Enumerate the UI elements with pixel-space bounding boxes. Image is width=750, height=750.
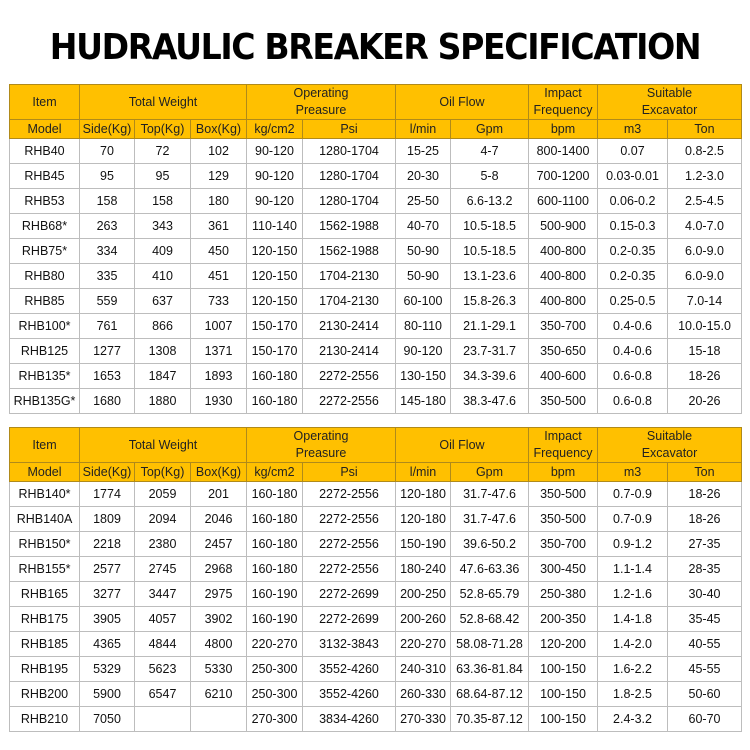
cell-ton: 45-55 [668, 657, 742, 682]
cell-bpm: 700-1200 [529, 164, 598, 189]
table-row [10, 289, 742, 314]
cell-bpm: 350-500 [529, 482, 598, 507]
cell-box-kg: 102 [191, 139, 247, 164]
cell-l-min: 260-330 [396, 682, 451, 707]
cell-l-min: 80-110 [396, 314, 451, 339]
cell-l-min: 15-25 [396, 139, 451, 164]
cell-side-kg: 334 [80, 239, 135, 264]
cell-model: RHB40 [10, 139, 80, 164]
cell-kg-cm2: 160-190 [247, 582, 303, 607]
cell-top-kg: 343 [135, 214, 191, 239]
cell-box-kg: 2046 [191, 507, 247, 532]
subheader-kg-cm2: kg/cm2 [247, 120, 303, 139]
cell-side-kg: 1653 [80, 364, 135, 389]
cell-gpm: 52.8-65.79 [451, 582, 529, 607]
cell-psi: 1704-2130 [303, 264, 396, 289]
cell-box-kg: 1007 [191, 314, 247, 339]
header-oil-flow: Oil Flow [396, 428, 529, 463]
cell-psi: 1562-1988 [303, 239, 396, 264]
cell-m3: 0.4-0.6 [598, 339, 668, 364]
subheader-l-min: l/min [396, 120, 451, 139]
cell-model: RHB200 [10, 682, 80, 707]
cell-ton: 28-35 [668, 557, 742, 582]
cell-kg-cm2: 160-190 [247, 607, 303, 632]
cell-gpm: 34.3-39.6 [451, 364, 529, 389]
cell-gpm: 4-7 [451, 139, 529, 164]
cell-gpm: 70.35-87.12 [451, 707, 529, 732]
cell-top-kg: 1308 [135, 339, 191, 364]
cell-bpm: 200-350 [529, 607, 598, 632]
cell-ton: 60-70 [668, 707, 742, 732]
spec-table-1 [9, 84, 742, 414]
subheader-model: Model [10, 463, 80, 482]
subheader-bpm: bpm [529, 463, 598, 482]
table-row [10, 657, 742, 682]
header-total-weight: Total Weight [80, 85, 247, 120]
table-row [10, 264, 742, 289]
cell-bpm: 100-150 [529, 657, 598, 682]
table-body [10, 482, 742, 732]
cell-l-min: 120-180 [396, 482, 451, 507]
cell-bpm: 350-500 [529, 507, 598, 532]
cell-box-kg: 2975 [191, 582, 247, 607]
cell-m3: 0.2-0.35 [598, 239, 668, 264]
cell-side-kg: 1809 [80, 507, 135, 532]
cell-m3: 0.4-0.6 [598, 314, 668, 339]
cell-side-kg: 1774 [80, 482, 135, 507]
cell-bpm: 350-500 [529, 389, 598, 414]
cell-bpm: 120-200 [529, 632, 598, 657]
cell-l-min: 120-180 [396, 507, 451, 532]
cell-l-min: 50-90 [396, 239, 451, 264]
subheader-psi: Psi [303, 120, 396, 139]
cell-kg-cm2: 120-150 [247, 239, 303, 264]
cell-side-kg: 1680 [80, 389, 135, 414]
cell-m3: 1.4-1.8 [598, 607, 668, 632]
cell-box-kg: 6210 [191, 682, 247, 707]
cell-ton: 27-35 [668, 532, 742, 557]
header-suitable-excavator: Suitable Excavator [598, 428, 742, 463]
cell-box-kg: 3902 [191, 607, 247, 632]
cell-psi: 3834-4260 [303, 707, 396, 732]
cell-box-kg: 5330 [191, 657, 247, 682]
subheader-row [10, 120, 742, 139]
cell-kg-cm2: 160-180 [247, 557, 303, 582]
table-row [10, 532, 742, 557]
cell-psi: 1704-2130 [303, 289, 396, 314]
cell-top-kg: 410 [135, 264, 191, 289]
cell-side-kg: 95 [80, 164, 135, 189]
cell-psi: 2272-2699 [303, 582, 396, 607]
cell-top-kg: 158 [135, 189, 191, 214]
cell-top-kg [135, 707, 191, 732]
cell-kg-cm2: 110-140 [247, 214, 303, 239]
cell-box-kg: 450 [191, 239, 247, 264]
cell-m3: 2.4-3.2 [598, 707, 668, 732]
cell-psi: 3552-4260 [303, 682, 396, 707]
cell-top-kg: 5623 [135, 657, 191, 682]
cell-kg-cm2: 150-170 [247, 339, 303, 364]
cell-bpm: 100-150 [529, 707, 598, 732]
cell-gpm: 63.36-81.84 [451, 657, 529, 682]
cell-bpm: 400-800 [529, 239, 598, 264]
cell-psi: 1280-1704 [303, 164, 396, 189]
cell-side-kg: 761 [80, 314, 135, 339]
cell-box-kg: 2457 [191, 532, 247, 557]
cell-m3: 0.7-0.9 [598, 482, 668, 507]
cell-psi: 3132-3843 [303, 632, 396, 657]
cell-gpm: 31.7-47.6 [451, 507, 529, 532]
header-oil-flow: Oil Flow [396, 85, 529, 120]
cell-ton: 35-45 [668, 607, 742, 632]
table-row [10, 189, 742, 214]
cell-gpm: 31.7-47.6 [451, 482, 529, 507]
cell-model: RHB150* [10, 532, 80, 557]
cell-top-kg: 2094 [135, 507, 191, 532]
cell-side-kg: 1277 [80, 339, 135, 364]
cell-m3: 0.7-0.9 [598, 507, 668, 532]
cell-psi: 2272-2556 [303, 532, 396, 557]
cell-gpm: 10.5-18.5 [451, 239, 529, 264]
cell-box-kg [191, 707, 247, 732]
cell-side-kg: 5329 [80, 657, 135, 682]
cell-box-kg: 1893 [191, 364, 247, 389]
cell-ton: 4.0-7.0 [668, 214, 742, 239]
cell-model: RHB155* [10, 557, 80, 582]
cell-ton: 18-26 [668, 482, 742, 507]
cell-ton: 40-55 [668, 632, 742, 657]
subheader-top-kg: Top(Kg) [135, 463, 191, 482]
cell-ton: 18-26 [668, 364, 742, 389]
cell-kg-cm2: 160-180 [247, 482, 303, 507]
table-row [10, 507, 742, 532]
cell-box-kg: 361 [191, 214, 247, 239]
subheader-l-min: l/min [396, 463, 451, 482]
cell-model: RHB68* [10, 214, 80, 239]
table-row [10, 557, 742, 582]
cell-model: RHB85 [10, 289, 80, 314]
cell-model: RHB135G* [10, 389, 80, 414]
cell-bpm: 350-650 [529, 339, 598, 364]
cell-kg-cm2: 150-170 [247, 314, 303, 339]
cell-ton: 0.8-2.5 [668, 139, 742, 164]
cell-psi: 2272-2556 [303, 557, 396, 582]
cell-box-kg: 129 [191, 164, 247, 189]
cell-model: RHB210 [10, 707, 80, 732]
cell-l-min: 20-30 [396, 164, 451, 189]
cell-l-min: 60-100 [396, 289, 451, 314]
cell-gpm: 52.8-68.42 [451, 607, 529, 632]
table-row [10, 164, 742, 189]
subheader-m3: m3 [598, 463, 668, 482]
cell-kg-cm2: 90-120 [247, 164, 303, 189]
cell-side-kg: 158 [80, 189, 135, 214]
cell-model: RHB165 [10, 582, 80, 607]
cell-psi: 2130-2414 [303, 339, 396, 364]
cell-top-kg: 637 [135, 289, 191, 314]
cell-bpm: 100-150 [529, 682, 598, 707]
cell-top-kg: 6547 [135, 682, 191, 707]
cell-psi: 2272-2556 [303, 482, 396, 507]
table-row [10, 314, 742, 339]
cell-ton: 30-40 [668, 582, 742, 607]
header-item: Item [10, 428, 80, 463]
cell-top-kg: 3447 [135, 582, 191, 607]
cell-psi: 1280-1704 [303, 139, 396, 164]
cell-box-kg: 4800 [191, 632, 247, 657]
cell-model: RHB75* [10, 239, 80, 264]
cell-side-kg: 3277 [80, 582, 135, 607]
cell-ton: 2.5-4.5 [668, 189, 742, 214]
header-operating-pressure: Operating Preasure [247, 428, 396, 463]
cell-top-kg: 2380 [135, 532, 191, 557]
cell-gpm: 15.8-26.3 [451, 289, 529, 314]
cell-model: RHB175 [10, 607, 80, 632]
cell-box-kg: 201 [191, 482, 247, 507]
cell-l-min: 220-270 [396, 632, 451, 657]
cell-top-kg: 409 [135, 239, 191, 264]
cell-ton: 7.0-14 [668, 289, 742, 314]
subheader-top-kg: Top(Kg) [135, 120, 191, 139]
subheader-box-kg: Box(Kg) [191, 120, 247, 139]
cell-model: RHB125 [10, 339, 80, 364]
cell-kg-cm2: 120-150 [247, 289, 303, 314]
cell-bpm: 300-450 [529, 557, 598, 582]
header-item: Item [10, 85, 80, 120]
cell-side-kg: 5900 [80, 682, 135, 707]
cell-model: RHB45 [10, 164, 80, 189]
cell-bpm: 400-600 [529, 364, 598, 389]
table-row [10, 239, 742, 264]
cell-m3: 1.4-2.0 [598, 632, 668, 657]
cell-gpm: 47.6-63.36 [451, 557, 529, 582]
cell-model: RHB100* [10, 314, 80, 339]
spec-table-2 [9, 427, 742, 732]
cell-ton: 6.0-9.0 [668, 264, 742, 289]
cell-m3: 0.25-0.5 [598, 289, 668, 314]
cell-bpm: 250-380 [529, 582, 598, 607]
cell-side-kg: 335 [80, 264, 135, 289]
cell-m3: 0.6-0.8 [598, 389, 668, 414]
table-row [10, 632, 742, 657]
cell-kg-cm2: 90-120 [247, 139, 303, 164]
cell-gpm: 21.1-29.1 [451, 314, 529, 339]
subheader-side-kg: Side(Kg) [80, 463, 135, 482]
header-total-weight: Total Weight [80, 428, 247, 463]
cell-box-kg: 1371 [191, 339, 247, 364]
cell-gpm: 5-8 [451, 164, 529, 189]
table-row [10, 607, 742, 632]
cell-model: RHB140* [10, 482, 80, 507]
table-row [10, 582, 742, 607]
cell-top-kg: 1880 [135, 389, 191, 414]
cell-side-kg: 263 [80, 214, 135, 239]
cell-kg-cm2: 160-180 [247, 364, 303, 389]
table-row [10, 139, 742, 164]
cell-kg-cm2: 160-180 [247, 507, 303, 532]
subheader-ton: Ton [668, 120, 742, 139]
cell-top-kg: 72 [135, 139, 191, 164]
cell-kg-cm2: 160-180 [247, 532, 303, 557]
cell-box-kg: 1930 [191, 389, 247, 414]
cell-bpm: 350-700 [529, 314, 598, 339]
cell-top-kg: 4844 [135, 632, 191, 657]
cell-kg-cm2: 270-300 [247, 707, 303, 732]
cell-m3: 1.8-2.5 [598, 682, 668, 707]
cell-gpm: 39.6-50.2 [451, 532, 529, 557]
subheader-gpm: Gpm [451, 120, 529, 139]
cell-kg-cm2: 160-180 [247, 389, 303, 414]
cell-m3: 0.15-0.3 [598, 214, 668, 239]
cell-psi: 1562-1988 [303, 214, 396, 239]
cell-l-min: 50-90 [396, 264, 451, 289]
cell-l-min: 25-50 [396, 189, 451, 214]
page-title: HUDRAULIC BREAKER SPECIFICATION [49, 27, 701, 68]
cell-ton: 10.0-15.0 [668, 314, 742, 339]
header-suitable-excavator: Suitable Excavator [598, 85, 742, 120]
cell-side-kg: 70 [80, 139, 135, 164]
cell-ton: 1.2-3.0 [668, 164, 742, 189]
cell-model: RHB53 [10, 189, 80, 214]
cell-kg-cm2: 250-300 [247, 657, 303, 682]
cell-bpm: 350-700 [529, 532, 598, 557]
cell-top-kg: 4057 [135, 607, 191, 632]
subheader-gpm: Gpm [451, 463, 529, 482]
subheader-model: Model [10, 120, 80, 139]
cell-m3: 0.9-1.2 [598, 532, 668, 557]
subheader-m3: m3 [598, 120, 668, 139]
cell-psi: 2272-2556 [303, 507, 396, 532]
table-body [10, 139, 742, 414]
header-impact-frequency: Impact Frequency [529, 85, 598, 120]
table-row [10, 339, 742, 364]
cell-top-kg: 866 [135, 314, 191, 339]
cell-psi: 2272-2556 [303, 364, 396, 389]
cell-psi: 3552-4260 [303, 657, 396, 682]
cell-l-min: 145-180 [396, 389, 451, 414]
cell-m3: 1.2-1.6 [598, 582, 668, 607]
subheader-ton: Ton [668, 463, 742, 482]
cell-psi: 2272-2556 [303, 389, 396, 414]
cell-kg-cm2: 90-120 [247, 189, 303, 214]
cell-kg-cm2: 120-150 [247, 264, 303, 289]
cell-model: RHB140A [10, 507, 80, 532]
table-row [10, 707, 742, 732]
subheader-kg-cm2: kg/cm2 [247, 463, 303, 482]
cell-ton: 20-26 [668, 389, 742, 414]
table-row [10, 389, 742, 414]
cell-bpm: 400-800 [529, 264, 598, 289]
cell-ton: 50-60 [668, 682, 742, 707]
cell-l-min: 200-260 [396, 607, 451, 632]
cell-model: RHB185 [10, 632, 80, 657]
cell-top-kg: 1847 [135, 364, 191, 389]
table-row [10, 682, 742, 707]
cell-gpm: 10.5-18.5 [451, 214, 529, 239]
cell-kg-cm2: 250-300 [247, 682, 303, 707]
cell-kg-cm2: 220-270 [247, 632, 303, 657]
cell-l-min: 270-330 [396, 707, 451, 732]
cell-top-kg: 95 [135, 164, 191, 189]
cell-psi: 2272-2699 [303, 607, 396, 632]
subheader-bpm: bpm [529, 120, 598, 139]
cell-side-kg: 2577 [80, 557, 135, 582]
cell-m3: 0.2-0.35 [598, 264, 668, 289]
cell-side-kg: 7050 [80, 707, 135, 732]
table-row [10, 364, 742, 389]
cell-model: RHB80 [10, 264, 80, 289]
cell-box-kg: 2968 [191, 557, 247, 582]
subheader-psi: Psi [303, 463, 396, 482]
cell-bpm: 600-1100 [529, 189, 598, 214]
cell-l-min: 40-70 [396, 214, 451, 239]
cell-m3: 1.1-1.4 [598, 557, 668, 582]
cell-l-min: 200-250 [396, 582, 451, 607]
cell-box-kg: 451 [191, 264, 247, 289]
cell-l-min: 90-120 [396, 339, 451, 364]
cell-gpm: 23.7-31.7 [451, 339, 529, 364]
cell-box-kg: 733 [191, 289, 247, 314]
cell-side-kg: 4365 [80, 632, 135, 657]
header-operating-pressure: Operating Preasure [247, 85, 396, 120]
subheader-side-kg: Side(Kg) [80, 120, 135, 139]
cell-gpm: 68.64-87.12 [451, 682, 529, 707]
cell-psi: 1280-1704 [303, 189, 396, 214]
cell-l-min: 180-240 [396, 557, 451, 582]
cell-top-kg: 2059 [135, 482, 191, 507]
cell-m3: 0.06-0.2 [598, 189, 668, 214]
cell-m3: 0.07 [598, 139, 668, 164]
table-row [10, 214, 742, 239]
cell-ton: 15-18 [668, 339, 742, 364]
table-row [10, 482, 742, 507]
cell-bpm: 400-800 [529, 289, 598, 314]
cell-model: RHB195 [10, 657, 80, 682]
cell-top-kg: 2745 [135, 557, 191, 582]
cell-m3: 0.6-0.8 [598, 364, 668, 389]
cell-gpm: 6.6-13.2 [451, 189, 529, 214]
cell-ton: 6.0-9.0 [668, 239, 742, 264]
subheader-row [10, 463, 742, 482]
subheader-box-kg: Box(Kg) [191, 463, 247, 482]
cell-m3: 1.6-2.2 [598, 657, 668, 682]
cell-gpm: 38.3-47.6 [451, 389, 529, 414]
cell-ton: 18-26 [668, 507, 742, 532]
cell-model: RHB135* [10, 364, 80, 389]
cell-gpm: 58.08-71.28 [451, 632, 529, 657]
cell-l-min: 130-150 [396, 364, 451, 389]
cell-gpm: 13.1-23.6 [451, 264, 529, 289]
cell-psi: 2130-2414 [303, 314, 396, 339]
cell-bpm: 500-900 [529, 214, 598, 239]
cell-side-kg: 3905 [80, 607, 135, 632]
cell-side-kg: 559 [80, 289, 135, 314]
cell-side-kg: 2218 [80, 532, 135, 557]
cell-box-kg: 180 [191, 189, 247, 214]
cell-l-min: 240-310 [396, 657, 451, 682]
cell-l-min: 150-190 [396, 532, 451, 557]
header-impact-frequency: Impact Frequency [529, 428, 598, 463]
cell-m3: 0.03-0.01 [598, 164, 668, 189]
cell-bpm: 800-1400 [529, 139, 598, 164]
